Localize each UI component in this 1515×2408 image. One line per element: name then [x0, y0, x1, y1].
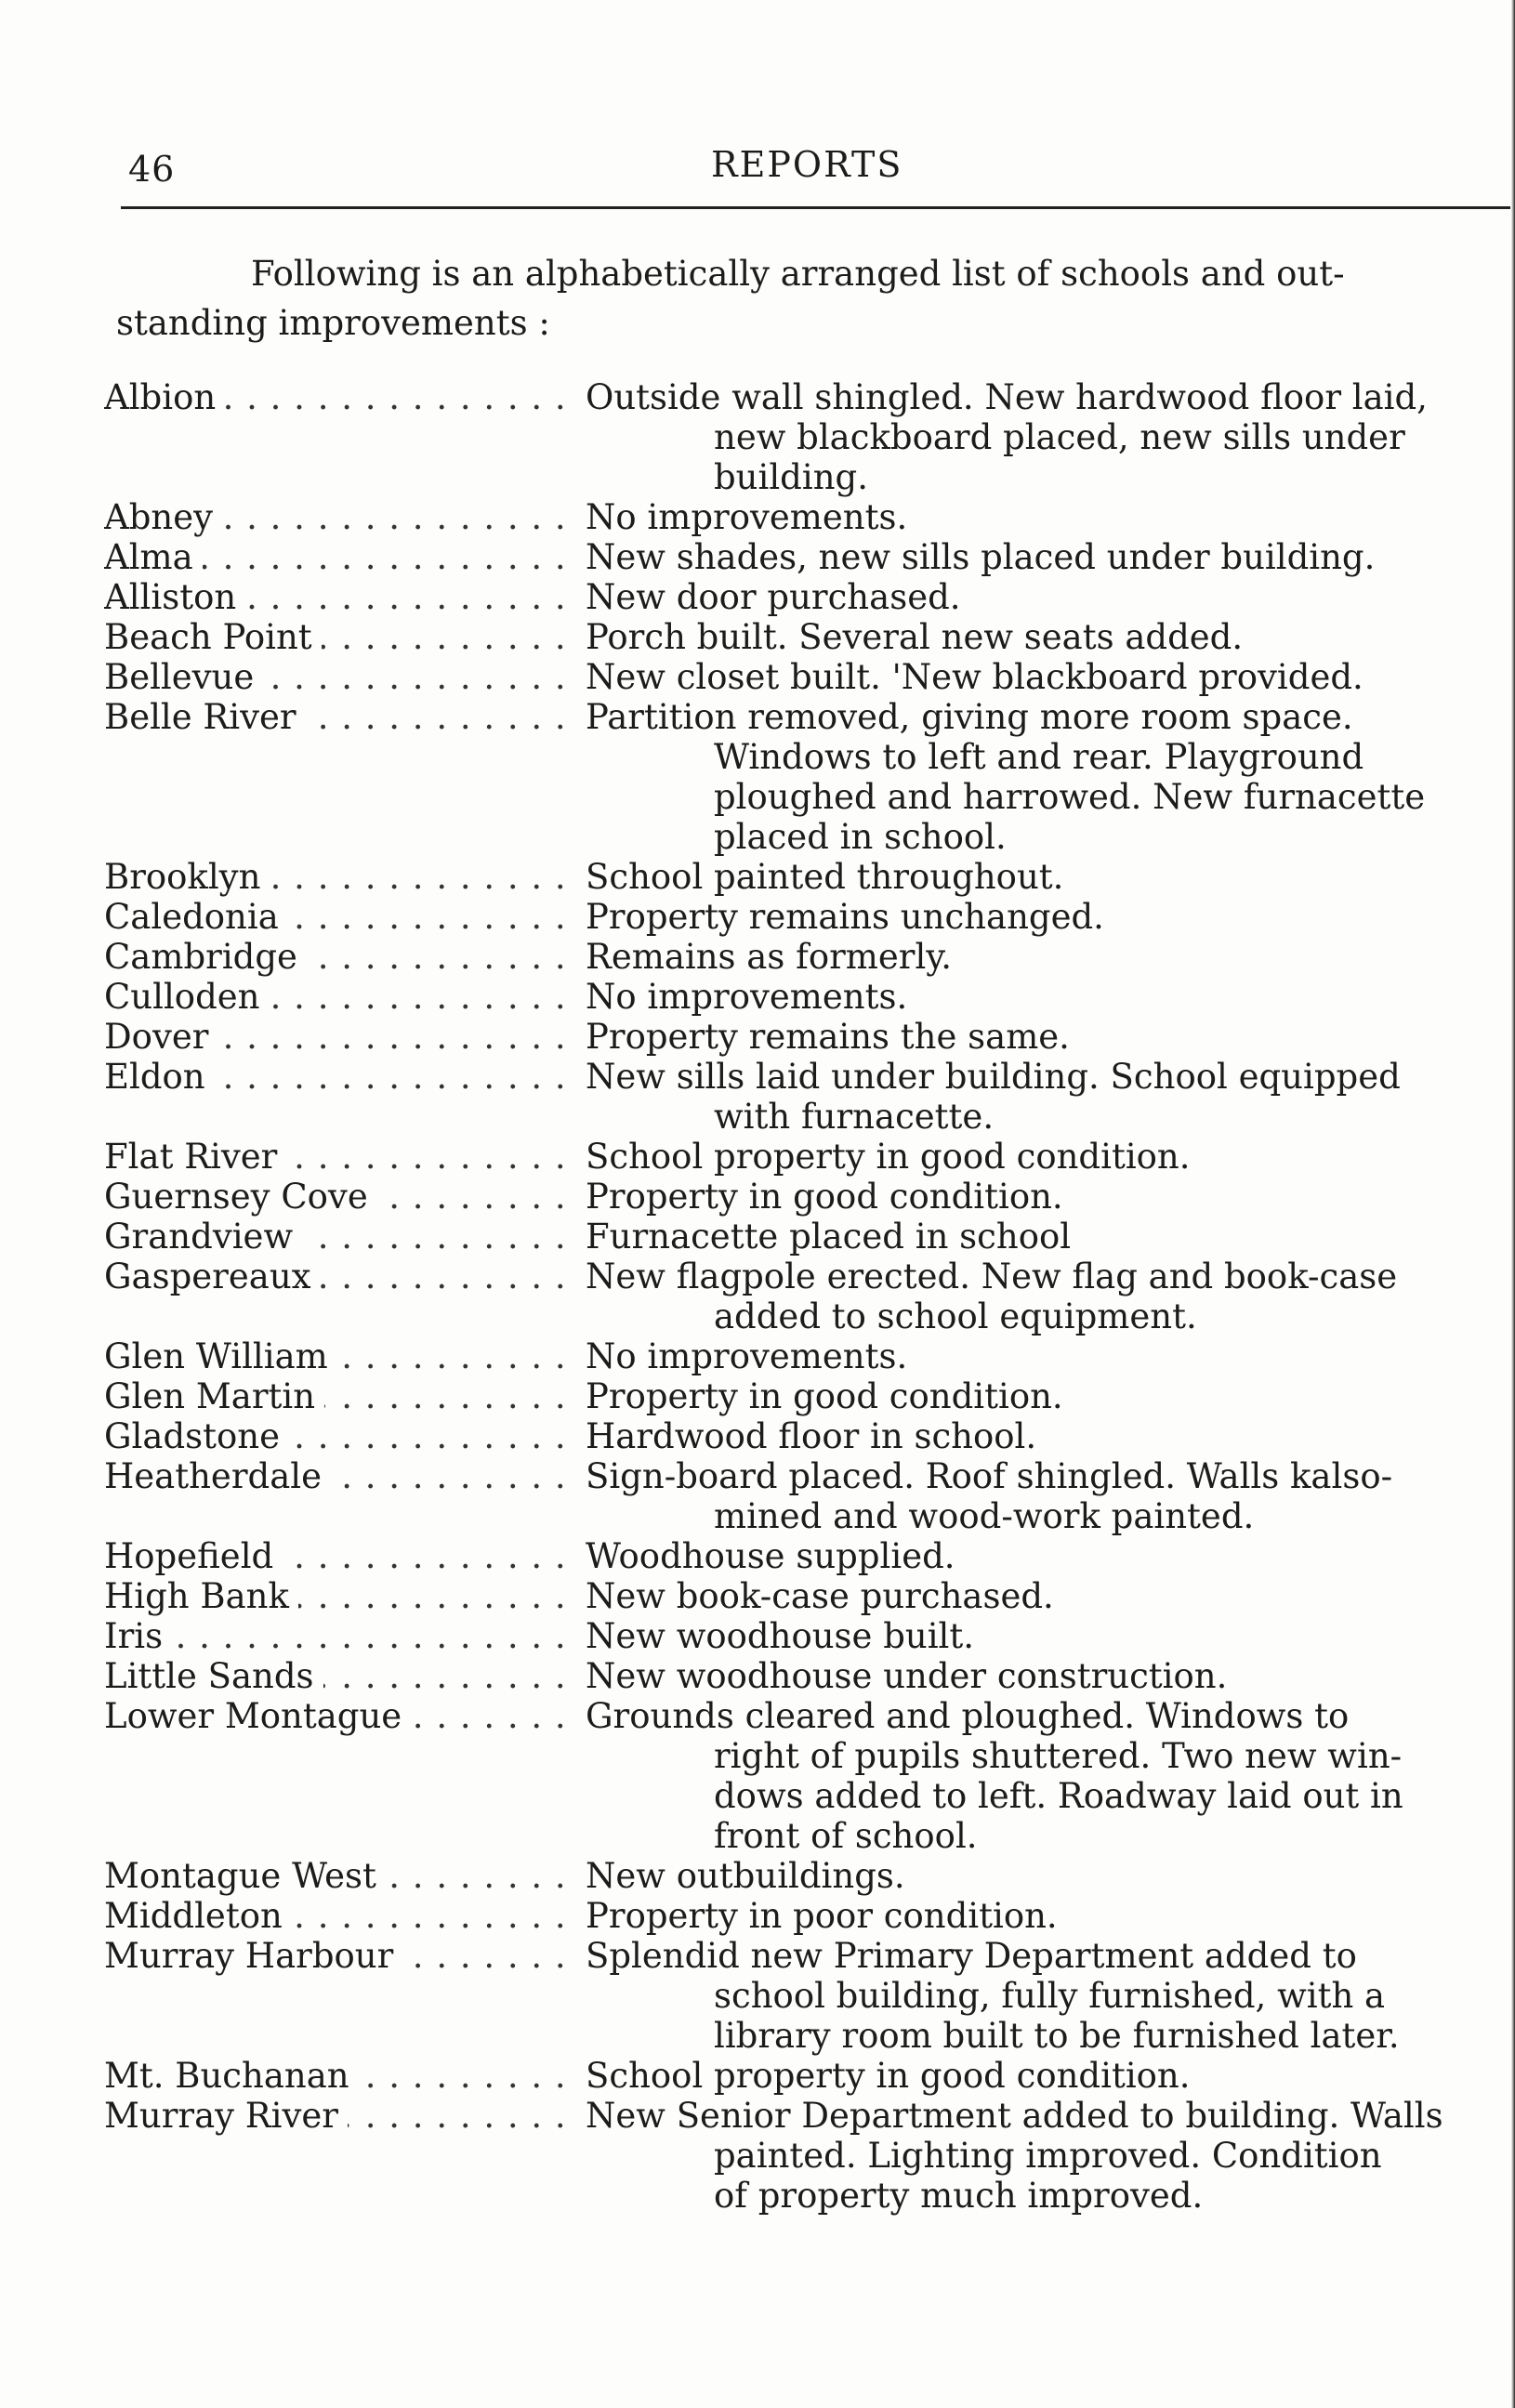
school-entry: [104, 1536, 1515, 1576]
school-name-label: Flat River: [104, 1137, 286, 1177]
description-line: School painted throughout.: [586, 857, 1064, 897]
school-name-label: Glen William: [104, 1336, 337, 1376]
school-entry: [104, 497, 1515, 537]
school-name-label: Murray Harbour: [104, 1936, 402, 1976]
description-line: Remains as formerly.: [586, 937, 953, 977]
school-name: [104, 1576, 578, 1616]
school-name: [104, 897, 578, 937]
school-name-label: Middleton: [104, 1896, 292, 1936]
description-line: Outside wall shingled. New hardwood floor laid,: [586, 377, 1428, 417]
description-line: Porch built. Several new seats added.: [586, 617, 1244, 657]
description-line: No improvements.: [586, 977, 908, 1017]
school-name: [104, 1416, 578, 1456]
description-line: No improvements.: [586, 1336, 908, 1376]
school-entry: [104, 1217, 1515, 1257]
school-entry: [104, 1856, 1515, 1896]
description-line: school building, fully furnished, with a: [714, 1976, 1386, 2016]
improvement-description: [578, 1217, 1515, 1257]
school-name: [104, 1936, 578, 1976]
school-name-label: High Bank: [104, 1576, 298, 1616]
school-name: [104, 1057, 578, 1097]
improvement-description: [578, 1656, 1515, 1696]
school-name-label: Hopefield: [104, 1536, 283, 1576]
school-name-label: Belle River: [104, 697, 306, 737]
page-header: [121, 144, 1496, 200]
description-line: Grounds cleared and ploughed. Windows to: [586, 1696, 1350, 1736]
description-line: placed in school.: [714, 817, 1007, 857]
improvement-description: [578, 2056, 1515, 2096]
school-entry: [104, 537, 1515, 577]
improvement-description: [578, 657, 1515, 697]
description-line: Property in good condition.: [586, 1177, 1063, 1217]
improvement-description: [578, 537, 1515, 577]
description-line: New outbuildings.: [586, 1856, 905, 1896]
improvement-description: [578, 1336, 1515, 1376]
improvement-description: [578, 977, 1515, 1017]
header-rule: [121, 206, 1510, 209]
school-entry: [104, 1656, 1515, 1696]
improvement-description: [578, 1017, 1515, 1057]
description-line: New closet built. 'New blackboard provided.: [586, 657, 1364, 697]
school-name: [104, 2056, 578, 2096]
description-line: New door purchased.: [586, 577, 961, 617]
description-line: ploughed and harrowed. New furnacette: [714, 777, 1426, 817]
description-line: building.: [714, 457, 868, 497]
school-entry: [104, 857, 1515, 897]
description-line: mined and wood-work painted.: [714, 1496, 1255, 1536]
school-name: [104, 657, 578, 697]
school-name-label: Culloden: [104, 977, 270, 1017]
school-name-label: Gaspereaux: [104, 1257, 321, 1296]
description-line: New shades, new sills placed under building.: [586, 537, 1376, 577]
improvement-description: [578, 497, 1515, 537]
description-line: New sills laid under building. School equipped: [586, 1057, 1401, 1097]
school-entry: [104, 1416, 1515, 1456]
improvement-description: [578, 1177, 1515, 1217]
school-name-label: Grandview: [104, 1217, 302, 1257]
improvement-description: [578, 697, 1515, 857]
improvement-description: [578, 1257, 1515, 1336]
school-name-label: Abney: [104, 497, 222, 537]
description-line: New Senior Department added to building. Walls: [586, 2096, 1443, 2136]
school-name-label: Heatherdale: [104, 1456, 331, 1496]
school-name-label: Cambridge: [104, 937, 307, 977]
school-entry: [104, 697, 1515, 857]
school-name: [104, 537, 578, 577]
school-entry: [104, 1257, 1515, 1336]
school-name-label: Caledonia: [104, 897, 288, 937]
improvement-description: [578, 1576, 1515, 1616]
description-line: New flagpole erected. New flag and book-case: [586, 1257, 1398, 1296]
school-entry: [104, 1017, 1515, 1057]
improvement-description: [578, 2096, 1515, 2216]
description-line: Property remains unchanged.: [586, 897, 1104, 937]
improvement-description: [578, 1616, 1515, 1656]
description-line: Furnacette placed in school: [586, 1217, 1072, 1257]
description-line: painted. Lighting improved. Condition: [714, 2136, 1382, 2176]
school-entry: [104, 1696, 1515, 1856]
school-name-label: Guernsey Cove: [104, 1177, 377, 1217]
improvement-description: [578, 1416, 1515, 1456]
school-entry: [104, 1177, 1515, 1217]
improvement-description: [578, 1456, 1515, 1536]
school-entry: [104, 1936, 1515, 2056]
improvement-description: [578, 1057, 1515, 1137]
school-name: [104, 977, 578, 1017]
school-name-label: Beach Point: [104, 617, 322, 657]
description-line: Property remains the same.: [586, 1017, 1070, 1057]
school-name-label: Bellevue: [104, 657, 263, 697]
page-number: 46: [128, 149, 176, 190]
school-name-label: Brooklyn: [104, 857, 270, 897]
school-name-label: Dover: [104, 1017, 217, 1057]
description-line: No improvements.: [586, 497, 908, 537]
improvement-description: [578, 1376, 1515, 1416]
description-line: Hardwood floor in school.: [586, 1416, 1037, 1456]
school-entry: [104, 1336, 1515, 1376]
school-entry: [104, 617, 1515, 657]
school-name: [104, 2096, 578, 2136]
description-line: dows added to left. Roadway laid out in: [714, 1776, 1403, 1816]
intro-paragraph: [116, 249, 1501, 348]
improvement-description: [578, 1856, 1515, 1896]
school-entry: [104, 577, 1515, 617]
school-entry: [104, 2056, 1515, 2096]
description-line: Property in good condition.: [586, 1376, 1063, 1416]
school-name: [104, 1257, 578, 1296]
improvement-description: [578, 937, 1515, 977]
school-name-label: Alliston: [104, 577, 245, 617]
improvement-description: [578, 577, 1515, 617]
description-line: of property much improved.: [714, 2176, 1204, 2216]
improvement-description: [578, 617, 1515, 657]
school-name: [104, 1336, 578, 1376]
running-head: REPORTS: [711, 144, 903, 185]
improvement-description: [578, 1896, 1515, 1936]
improvement-description: [578, 377, 1515, 497]
school-name-label: Albion: [104, 377, 225, 417]
school-name: [104, 577, 578, 617]
school-entry: [104, 1456, 1515, 1536]
school-name-label: Murray River: [104, 2096, 348, 2136]
school-entry: [104, 657, 1515, 697]
school-name-label: Glen Martin: [104, 1376, 324, 1416]
school-name: [104, 1856, 578, 1896]
description-line: Property in poor condition.: [586, 1896, 1058, 1936]
school-entry: [104, 1576, 1515, 1616]
school-name-label: Little Sands: [104, 1656, 323, 1696]
school-entry: [104, 1616, 1515, 1656]
description-line: New book-case purchased.: [586, 1576, 1054, 1616]
school-name: [104, 1456, 578, 1496]
description-line: front of school.: [714, 1816, 978, 1856]
school-name: [104, 1656, 578, 1696]
school-name: [104, 1177, 578, 1217]
improvement-description: [578, 897, 1515, 937]
school-name: [104, 1217, 578, 1257]
school-name-label: Lower Montague: [104, 1696, 411, 1736]
school-name: [104, 1376, 578, 1416]
school-name: [104, 1616, 578, 1656]
school-entry: [104, 1896, 1515, 1936]
school-entry: [104, 1057, 1515, 1137]
school-name: [104, 1896, 578, 1936]
school-entry: [104, 977, 1515, 1017]
description-line: added to school equipment.: [714, 1296, 1197, 1336]
description-line: right of pupils shuttered. Two new win-: [714, 1736, 1403, 1776]
school-name: [104, 1536, 578, 1576]
improvement-description: [578, 857, 1515, 897]
improvement-description: [578, 1936, 1515, 2056]
school-name-label: Montague West: [104, 1856, 386, 1896]
school-list: [104, 377, 1515, 2216]
school-name-label: Eldon: [104, 1057, 215, 1097]
school-name-label: Alma: [104, 537, 203, 577]
intro-line-2: standing improvements :: [116, 303, 550, 343]
description-line: Sign-board placed. Roof shingled. Walls kalso-: [586, 1456, 1393, 1496]
improvement-description: [578, 1696, 1515, 1856]
school-name: [104, 937, 578, 977]
school-name: [104, 1137, 578, 1177]
school-name: [104, 1017, 578, 1057]
school-name: [104, 617, 578, 657]
improvement-description: [578, 1137, 1515, 1177]
school-name: [104, 697, 578, 737]
description-line: library room built to be furnished later.: [714, 2016, 1400, 2056]
school-name-label: Iris: [104, 1616, 172, 1656]
description-line: Woodhouse supplied.: [586, 1536, 955, 1576]
school-entry: [104, 1376, 1515, 1416]
description-line: School property in good condition.: [586, 2056, 1191, 2096]
description-line: Partition removed, giving more room space.: [586, 697, 1353, 737]
school-entry: [104, 897, 1515, 937]
improvement-description: [578, 1536, 1515, 1576]
description-line: with furnacette.: [714, 1097, 995, 1137]
school-name: [104, 857, 578, 897]
intro-line-1: Following is an alphabetically arranged list of schools and out-: [251, 254, 1345, 294]
school-entry: [104, 2096, 1515, 2216]
school-name-label: Gladstone: [104, 1416, 289, 1456]
school-name: [104, 377, 578, 417]
school-name: [104, 497, 578, 537]
description-line: Splendid new Primary Department added to: [586, 1936, 1357, 1976]
school-name: [104, 1696, 578, 1736]
description-line: School property in good condition.: [586, 1137, 1191, 1177]
description-line: new blackboard placed, new sills under: [714, 417, 1405, 457]
school-entry: [104, 1137, 1515, 1177]
description-line: New woodhouse built.: [586, 1616, 975, 1656]
description-line: New woodhouse under construction.: [586, 1656, 1228, 1696]
school-entry: [104, 937, 1515, 977]
school-name-label: Mt. Buchanan: [104, 2056, 359, 2096]
school-entry: [104, 377, 1515, 497]
description-line: Windows to left and rear. Playground: [714, 737, 1364, 777]
